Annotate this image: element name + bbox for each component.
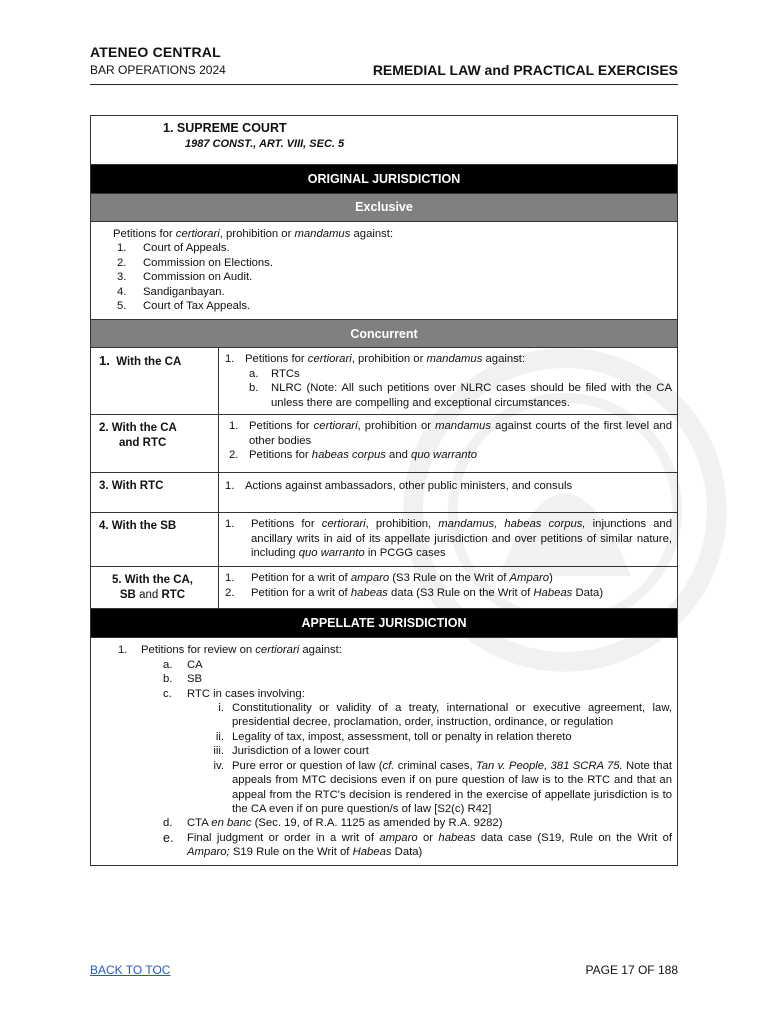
row-content-with-sb bbox=[219, 513, 678, 567]
row-content-with-ca bbox=[219, 348, 678, 415]
list-item: 1. Petitions for review on certiorari against: bbox=[118, 644, 342, 657]
concurrent-header: Concurrent bbox=[91, 320, 678, 348]
list-item: 2. Petition for a writ of habeas data (S3 Rule on the Writ of Habeas Data) bbox=[225, 586, 604, 599]
exclusive-header: Exclusive bbox=[91, 194, 678, 222]
row-label-with-ca-sb-rtc: 5. With the CA, SB and RTC bbox=[91, 567, 219, 609]
row-content-with-ca-sb-rtc bbox=[219, 567, 678, 609]
row-label-with-sb: 4. With the SB bbox=[91, 513, 219, 567]
list-item: c. RTC in cases involving: bbox=[163, 687, 305, 700]
section-source: 1987 CONST., ART. VIII, SEC. 5 bbox=[185, 138, 345, 151]
list-item: iv. Pure error or question of law (cf. criminal cases, Tan v. People, 381 SCRA 75. Note that appeals from MTC decisions even if on pure question of law is to the RTC and that an appeal from the RTC's decision is rendered in the exercise of appellate jurisdiction is to the CA even if on pure question/s of law [S2(c) R42] bbox=[213, 759, 672, 815]
list-item: 2. Petitions for habeas corpus and quo warranto bbox=[229, 449, 477, 462]
list-item: 5. Court of Tax Appeals. bbox=[117, 300, 251, 313]
list-item: b. NLRC (Note: All such petitions over NLRC cases should be filed with the CA unless there are compelling and exceptional circumstances. bbox=[249, 382, 672, 409]
list-item: 1. Petitions for certiorari, prohibition or mandamus against courts of the first level and other bodies bbox=[229, 420, 672, 447]
list-item: a. RTCs bbox=[249, 367, 300, 380]
list-item: 1. Petition for a writ of amparo (S3 Rule on the Writ of Amparo) bbox=[225, 572, 553, 585]
concurrent-row-ca-rtc bbox=[91, 415, 678, 473]
row-content-with-rtc bbox=[219, 473, 678, 513]
list-item: 1. Actions against ambassadors, other public ministers, and consuls bbox=[225, 480, 573, 493]
page-number: PAGE 17 OF 188 bbox=[585, 963, 678, 977]
list-item: 2. Commission on Elections. bbox=[117, 256, 273, 269]
row-label-with-rtc: 3. With RTC bbox=[91, 473, 219, 513]
list-item: e. Final judgment or order in a writ of amparo or habeas data case (S19, Rule on the Writ of Amparo; S19 Rule on the Writ of Habeas Data) bbox=[163, 830, 672, 859]
list-item: 4. Sandiganbayan. bbox=[117, 285, 225, 298]
back-to-toc-link[interactable]: BACK TO TOC bbox=[90, 963, 171, 977]
row-content-with-ca-rtc bbox=[219, 415, 678, 473]
page-header bbox=[90, 44, 678, 85]
list-item: 1. Court of Appeals. bbox=[117, 242, 230, 255]
concurrent-row-ca-sb-rtc bbox=[91, 567, 678, 609]
row-label-with-ca-rtc: 2. With the CA and RTC bbox=[91, 415, 219, 473]
section-heading-cell bbox=[91, 116, 678, 165]
row-label-with-ca: 1. With the CA bbox=[91, 348, 219, 415]
list-item: 1. Petitions for certiorari, prohibition, mandamus, habeas corpus, injunctions and ancillary writs in aid of its appellate jurisdiction and over petitions of similar nature, including quo warranto in PCGG cases bbox=[225, 518, 672, 560]
list-item: 3. Commission on Audit. bbox=[117, 271, 253, 284]
concurrent-row-ca bbox=[91, 348, 678, 415]
list-item: 1. Petitions for certiorari, prohibition or mandamus against: bbox=[225, 353, 526, 366]
exclusive-intro: Petitions for certiorari, prohibition or mandamus against: bbox=[113, 228, 394, 240]
bar-operations-label: BAR OPERATIONS 2024 bbox=[90, 63, 226, 77]
section-title: 1. SUPREME COURT bbox=[163, 121, 287, 135]
original-jurisdiction-header: ORIGINAL JURISDICTION bbox=[91, 165, 678, 194]
list-item: b. SB bbox=[163, 673, 203, 686]
list-item: ii. Legality of tax, impost, assessment, toll or penalty in relation thereto bbox=[215, 730, 572, 743]
concurrent-row-rtc bbox=[91, 473, 678, 513]
list-item: a. CA bbox=[163, 658, 203, 671]
appellate-jurisdiction-header: APPELLATE JURISDICTION bbox=[91, 609, 678, 638]
exclusive-cell bbox=[91, 222, 678, 320]
subject-title: REMEDIAL LAW and PRACTICAL EXERCISES bbox=[372, 62, 678, 78]
concurrent-row-sb bbox=[91, 513, 678, 567]
list-item: iii. Jurisdiction of a lower court bbox=[213, 745, 369, 758]
jurisdiction-table bbox=[90, 115, 678, 866]
appellate-cell bbox=[91, 638, 678, 865]
list-item: d. CTA en banc (Sec. 19, of R.A. 1125 as amended by R.A. 9282) bbox=[163, 817, 503, 830]
list-item: i. Constitutionality or validity of a treaty, international or executive agreement, law, presidential decree, proclamation, order, instruction, ordinance, or regulation bbox=[218, 702, 672, 729]
org-name: ATENEO CENTRAL bbox=[90, 44, 221, 60]
